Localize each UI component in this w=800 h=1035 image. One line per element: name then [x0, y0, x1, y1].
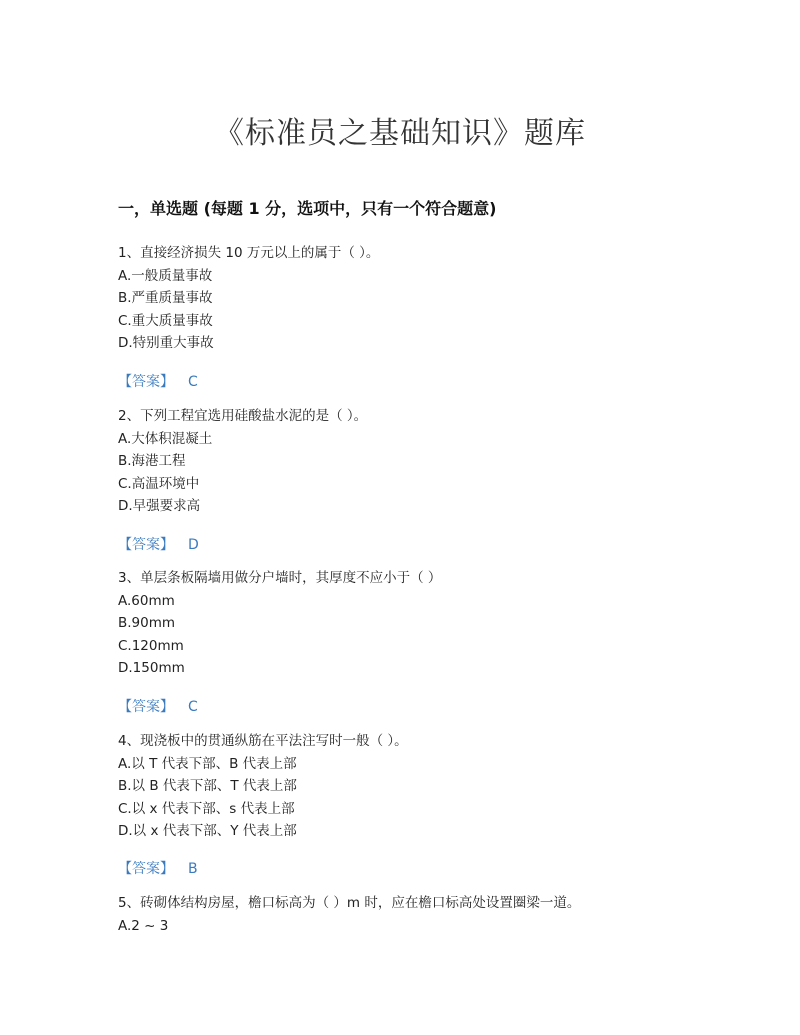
- option-d: D.早强要求高: [118, 498, 201, 514]
- option-b: B.海港工程: [118, 453, 186, 469]
- option-c: C.重大质量事故: [118, 312, 213, 329]
- option-d: D.特别重大事故: [118, 335, 214, 351]
- section-heading: 一，单选题 (每题 1 分，选项中，只有一个符合题意): [118, 199, 497, 218]
- option-a: A.以 T 代表下部、B 代表上部: [118, 755, 297, 772]
- question-stem: 2、下列工程宜选用硅酸盐水泥的是（ ）。: [118, 408, 368, 424]
- option-c: C.以 x 代表下部、s 代表上部: [118, 800, 295, 817]
- option-a: A.60mm: [118, 592, 175, 609]
- answer-value: B: [188, 861, 198, 877]
- option-c: C.120mm: [118, 637, 184, 654]
- question-2: [118, 405, 367, 518]
- option-a: A.2 ~ 3: [118, 917, 169, 934]
- option-b: B.以 B 代表下部、T 代表上部: [118, 778, 297, 794]
- question-4: [118, 730, 408, 843]
- answer-value: D: [188, 537, 199, 553]
- option-c: C.高温环境中: [118, 475, 200, 492]
- answer-value: C: [188, 374, 198, 390]
- question-1: [118, 242, 379, 355]
- answer-2: [118, 534, 199, 554]
- answer-label: 【答案】: [118, 374, 174, 390]
- question-stem: 5、砖砌体结构房屋，檐口标高为（ ）m 时，应在檐口标高处设置圈梁一道。: [118, 895, 581, 911]
- answer-label: 【答案】: [118, 537, 174, 553]
- question-5: [118, 892, 580, 937]
- answer-4: [118, 858, 198, 878]
- option-d: D.150mm: [118, 660, 185, 676]
- option-d: D.以 x 代表下部、Y 代表上部: [118, 823, 297, 839]
- option-b: B.严重质量事故: [118, 290, 213, 306]
- answer-3: [118, 696, 198, 716]
- option-a: A.大体积混凝土: [118, 430, 213, 447]
- question-stem: 1、直接经济损失 10 万元以上的属于（ ）。: [118, 245, 380, 261]
- answer-value: C: [188, 699, 198, 715]
- answer-label: 【答案】: [118, 699, 174, 715]
- question-stem: 3、单层条板隔墙用做分户墙时，其厚度不应小于（ ）: [118, 570, 442, 586]
- document-title: 《标准员之基础知识》题库: [214, 116, 586, 151]
- option-a: A.一般质量事故: [118, 267, 213, 284]
- option-b: B.90mm: [118, 615, 176, 631]
- question-stem: 4、现浇板中的贯通纵筋在平法注写时一般（ ）。: [118, 733, 408, 749]
- answer-1: [118, 371, 198, 391]
- answer-label: 【答案】: [118, 861, 174, 877]
- question-3: [118, 567, 441, 680]
